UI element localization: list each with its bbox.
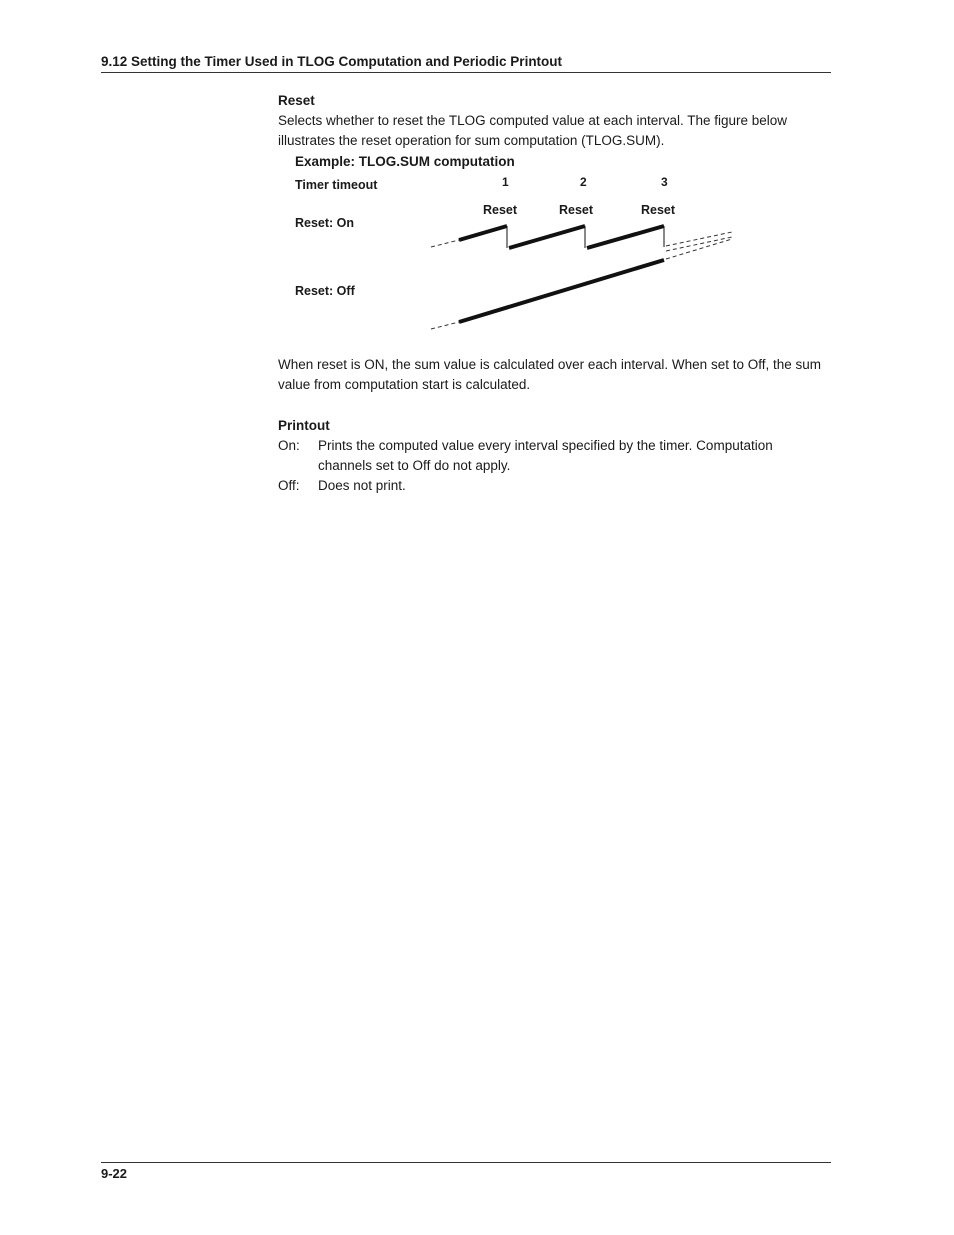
printout-description: Prints the computed value every interval specified by the timer. Computation channels set to Off do not apply. — [318, 438, 773, 473]
example-title: Example: TLOG.SUM computation — [295, 154, 515, 169]
printout-heading: Printout — [278, 418, 330, 433]
printout-item-off — [278, 476, 823, 496]
reset-description: Selects whether to reset the TLOG computed value at each interval. The figure below illustrates the reset operation for sum computation (TLOG.SUM). — [278, 113, 788, 148]
reset-on-lead-dash — [431, 240, 459, 247]
timeout-number-1: 1 — [502, 175, 509, 189]
reset-label-2: Reset — [559, 203, 594, 217]
reset-label-1: Reset — [483, 203, 518, 217]
printout-description: Does not print. — [318, 478, 406, 493]
reset-off-lead-dash — [431, 322, 459, 329]
timeout-number-2: 2 — [580, 175, 587, 189]
printout-term: Off: — [278, 478, 300, 493]
reset-explanation: When reset is ON, the sum value is calculated over each interval. When set to Off, the sum value from computation start is calculated. — [278, 357, 821, 392]
reset-on-ramp-1 — [459, 226, 507, 240]
reset-label-3: Reset — [641, 203, 676, 217]
footer-rule — [101, 1162, 831, 1163]
timeout-number-3: 3 — [661, 175, 668, 189]
reset-off-waveform — [431, 239, 732, 329]
reset-on-ramp-2 — [509, 226, 585, 248]
section-title: 9.12 Setting the Timer Used in TLOG Computation and Periodic Printout — [101, 54, 563, 69]
reset-on-waveform — [431, 226, 732, 251]
reset-on-label: Reset: On — [295, 216, 355, 230]
page-number: 9-22 — [101, 1166, 128, 1181]
reset-off-label: Reset: Off — [295, 284, 355, 298]
reset-off-ramp — [459, 260, 664, 322]
timer-timeout-label: Timer timeout — [295, 178, 378, 192]
reset-on-ramp-3 — [587, 226, 664, 248]
printout-term: On: — [278, 438, 300, 453]
printout-item-on — [278, 436, 823, 476]
reset-heading: Reset — [278, 93, 315, 108]
